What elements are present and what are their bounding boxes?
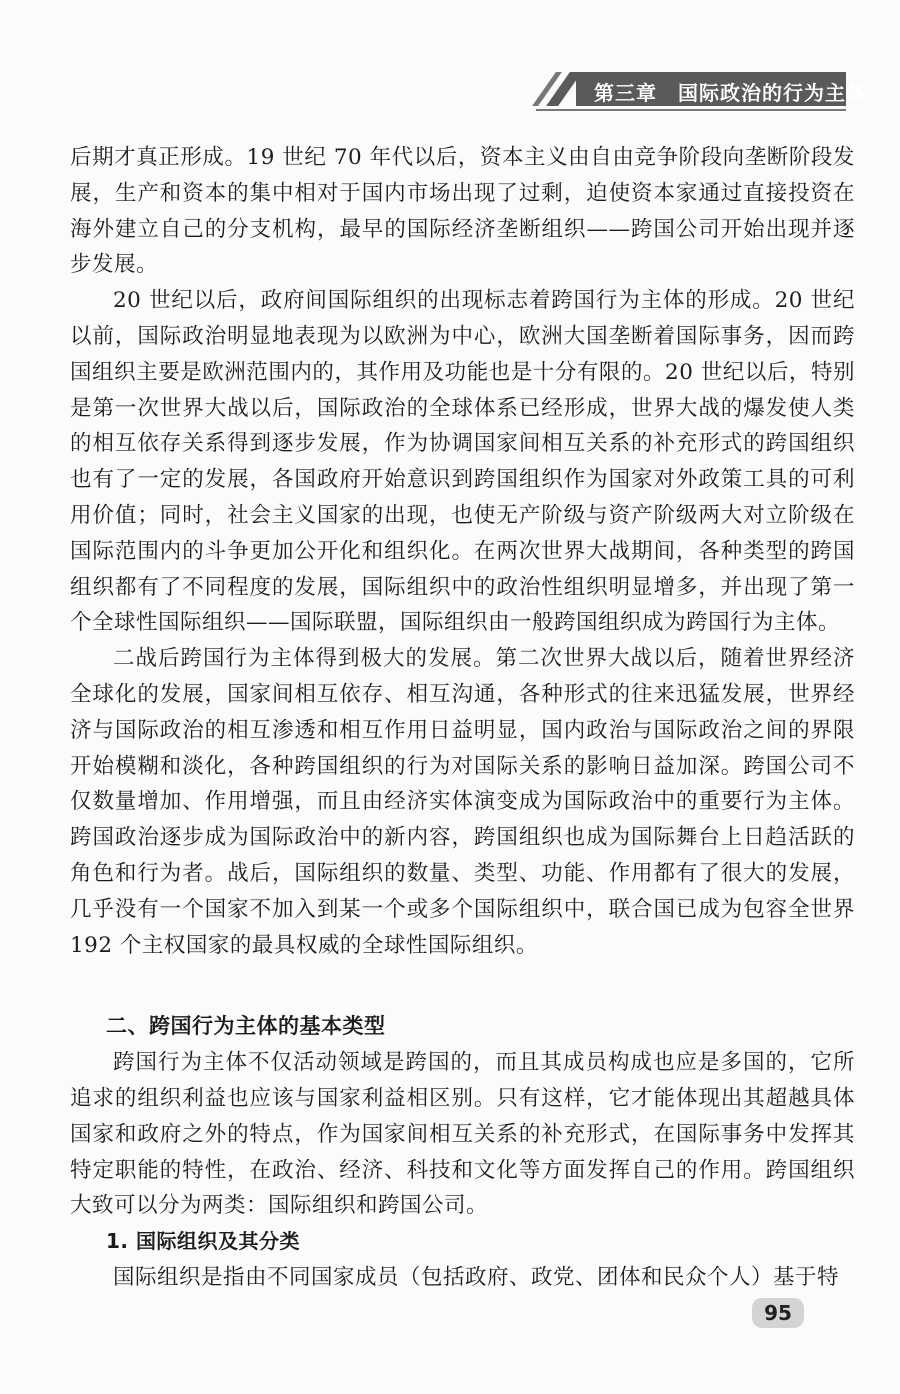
paragraph: 20 世纪以后，政府间国际组织的出现标志着跨国行为主体的形成。20 世纪以前，国际政治明显地表现为以欧洲为中心，欧洲大国垄断着国际事务，因而跨国组织主要是欧洲范围内的，其作用及功能也是十分有限的。20 世纪以后，特别是第一次世界大战以后，国际政治的全球体系已经形成，世界大战的爆发使人类的相互依存关系得到逐步发展，作为协调国家间相互关系的补充形式的跨国组织也有了一定的发展，各国政府开始意识到跨国组织作为国家对外政策工具的可利用价值；同时，社会主义国家的出现，也使无产阶级与资产阶级两大对立阶级在国际范围内的斗争更加公开化和组织化。在两次世界大战期间，各种类型的跨国组织都有了不同程度的发展，国际组织中的政治性组织明显增多，并出现了第一个全球性国际组织——国际联盟，国际组织由一般跨国组织成为跨国行为主体。 — [70, 288, 855, 636]
header-rule — [536, 109, 846, 111]
chapter-title: 第三章 国际政治的行为主体 — [594, 81, 867, 105]
section-spacer — [70, 963, 855, 1009]
paragraph: 二战后跨国行为主体得到极大的发展。第二次世界大战以后，随着世界经济全球化的发展，国家间相互依存、相互沟通，各种形式的往来迅猛发展，世界经济与国际政治的相互渗透和相互作用日益明显，国内政治与国际政治之间的界限开始模糊和淡化，各种跨国组织的行为对国际关系的影响日益加深。跨国公司不仅数量增加、作用增强，而且由经济实体演变成为国际政治中的重要行为主体。跨国政治逐步成为国际政治中的新内容，跨国组织也成为国际舞台上日趋活跃的角色和行为者。战后，国际组织的数量、类型、功能、作用都有了很大的发展，几乎没有一个国家不加入到某一个或多个国际组织中，联合国已成为包容全世界 192 个主权国家的最具权威的全球性国际组织。 — [70, 646, 855, 958]
page-body — [70, 140, 855, 1296]
paragraph: 国际组织是指由不同国家成员（包括政府、政党、团体和民众个人）基于特 — [113, 1264, 840, 1290]
chapter-header — [536, 72, 867, 106]
subsection-heading: 1. 国际组织及其分类 — [106, 1229, 300, 1254]
paragraph: 后期才真正形成。19 世纪 70 年代以后，资本主义由自由竞争阶段向垄断阶段发展，生产和资本的集中相对于国内市场出现了过剩，迫使资本家通过直接投资在海外建立自己的分支机构，最早的国际经济垄断组织——跨国公司开始出现并逐步发展。 — [70, 145, 855, 278]
paragraph: 跨国行为主体不仅活动领域是跨国的，而且其成员构成也应是多国的，它所追求的组织利益也应该与国家利益相区别。只有这样，它才能体现出其超越具体国家和政府之外的特点，作为国家间相互关系的补充形式，在国际事务中发挥其特定职能的特性，在政治、经济、科技和文化等方面发挥自己的作用。跨国组织大致可以分为两类：国际组织和跨国公司。 — [70, 1050, 855, 1219]
page-number: 95 — [752, 1298, 804, 1328]
section-heading: 二、跨国行为主体的基本类型 — [106, 1014, 386, 1039]
